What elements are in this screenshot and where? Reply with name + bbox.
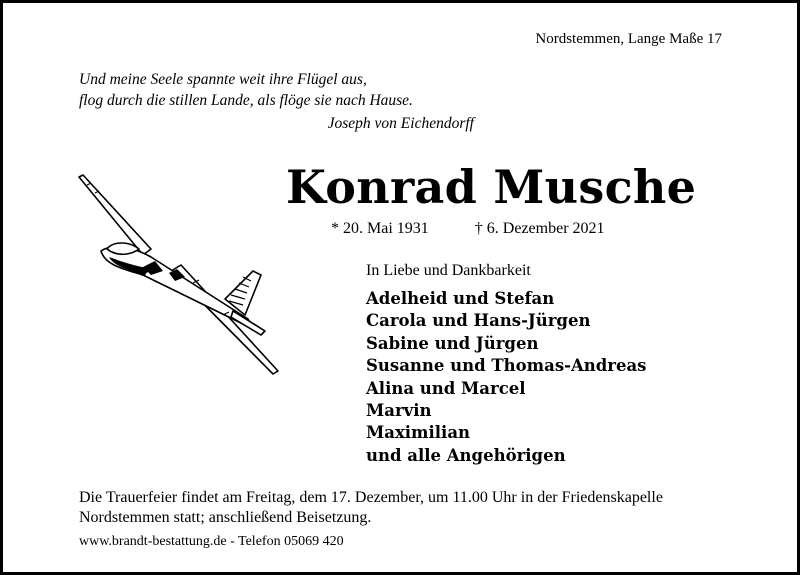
mourners-intro: In Liebe und Dankbarkeit — [366, 262, 531, 279]
quote-author: Joseph von Eichendorff — [327, 115, 474, 132]
quote-line-1: Und meine Seele spannte weit ihre Flügel aus, — [79, 71, 367, 88]
mourner: Adelheid und Stefan — [366, 289, 555, 308]
funeral-notice — [79, 488, 739, 528]
funeral-notice-line-1: Die Trauerfeier findet am Freitag, dem 17. Dezember, um 11.00 Uhr in der Friedenskapelle — [79, 489, 663, 506]
mourner: Sabine und Jürgen — [366, 333, 539, 353]
mourner: Maximilian — [366, 423, 471, 443]
address: Nordstemmen, Lange Maße 17 — [535, 31, 722, 47]
life-dates — [331, 220, 605, 238]
mourner: Marvin — [366, 401, 432, 421]
mourner: Carola und Hans-Jürgen — [366, 311, 591, 331]
birth-date: * 20. Mai 1931 — [331, 220, 429, 237]
mourner: und alle Angehörigen — [366, 445, 566, 465]
mourners-list — [366, 288, 646, 467]
mourner: Susanne und Thomas-Andreas — [366, 356, 647, 376]
glider-icon — [73, 171, 288, 381]
mourner: Alina und Marcel — [366, 378, 526, 398]
deceased-name: Konrad Musche — [286, 160, 697, 214]
funeral-notice-line-2: Nordstemmen statt; anschließend Beisetzung. — [79, 509, 372, 526]
quote — [79, 69, 413, 111]
death-date: † 6. Dezember 2021 — [474, 220, 605, 237]
quote-line-2: flog durch die stillen Lande, als flöge sie nach Hause. — [79, 92, 413, 109]
funeral-home-contact: www.brandt-bestattung.de - Telefon 05069 420 — [79, 534, 344, 549]
